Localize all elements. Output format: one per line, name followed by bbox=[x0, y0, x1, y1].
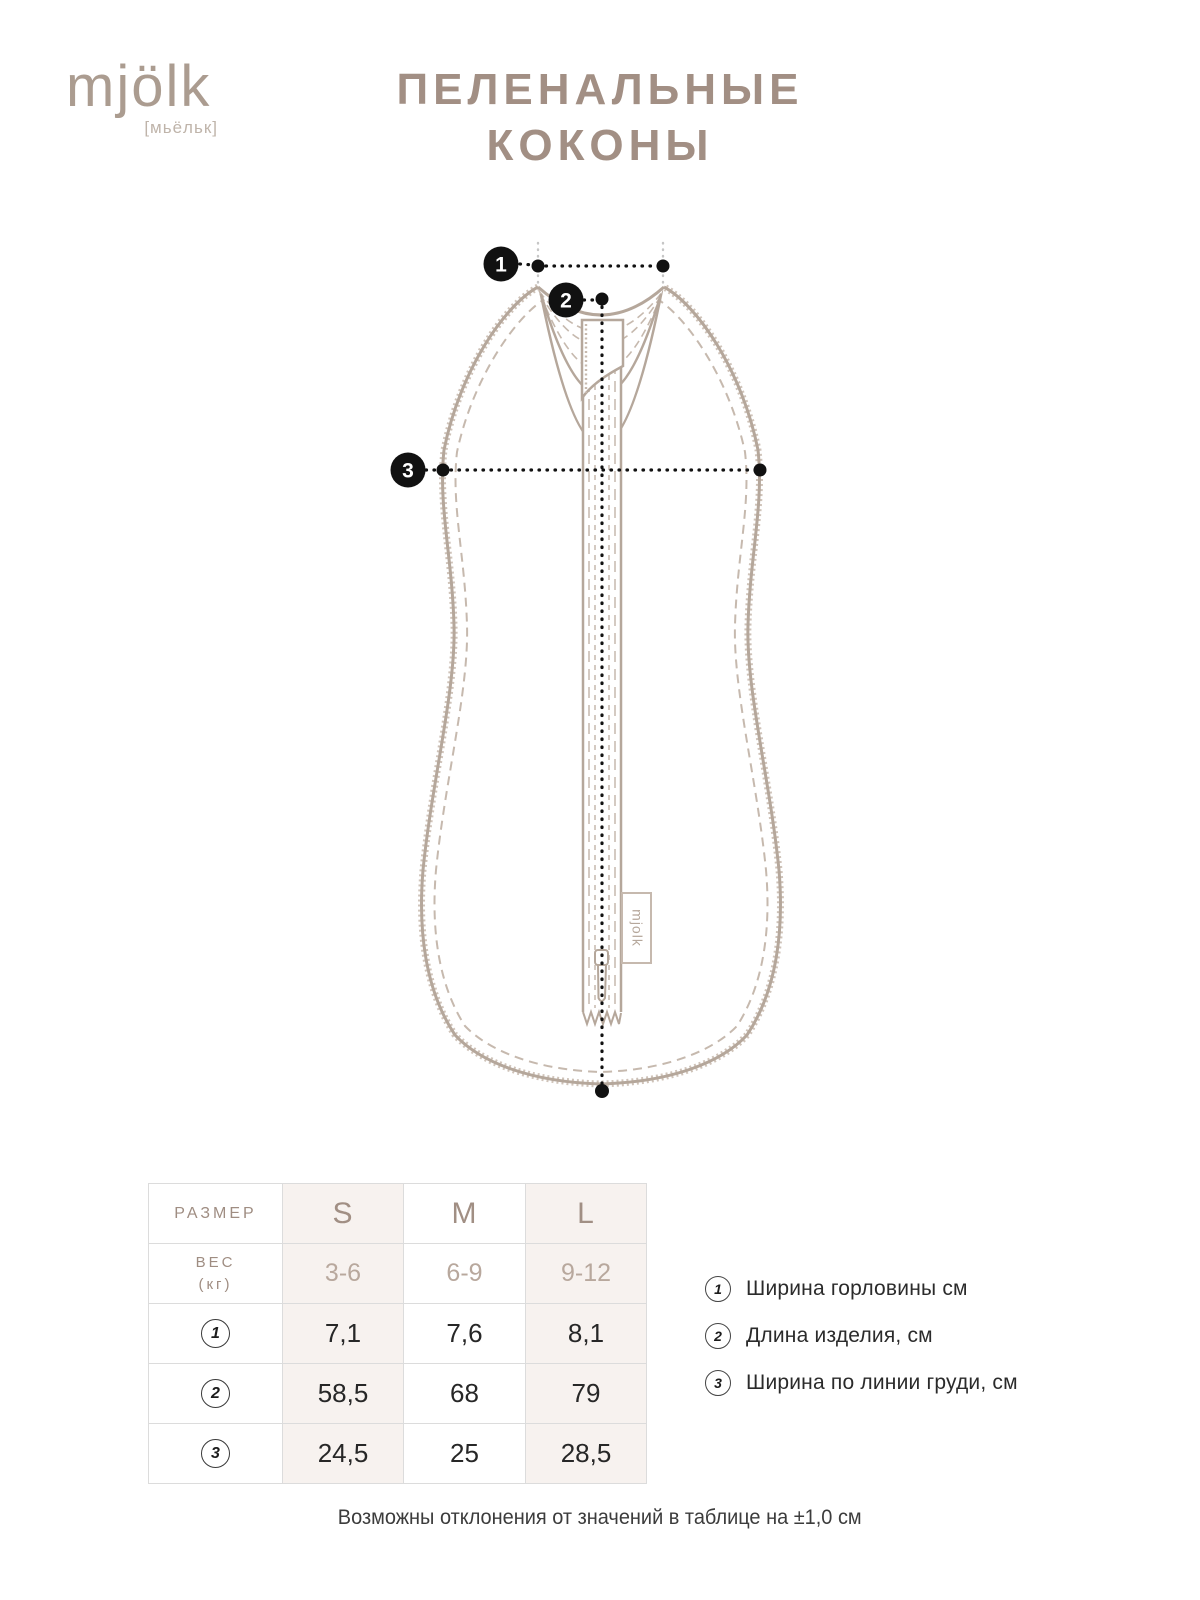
footer bbox=[0, 1506, 1200, 1530]
brand-logo-text: mjölk bbox=[66, 54, 212, 119]
row-2-l: 79 bbox=[571, 1378, 601, 1408]
dim-dot-3-left bbox=[437, 464, 450, 477]
legend-text-2: Длина изделия, см bbox=[746, 1324, 933, 1347]
legend-text-3: Ширина по линии груди, см bbox=[746, 1371, 1018, 1394]
weight-label: ВЕС (кг) bbox=[195, 1253, 236, 1293]
row-3-marker: 3 bbox=[201, 1439, 230, 1468]
legend-marker-2: 2 bbox=[705, 1323, 731, 1349]
row-1-s: 7,1 bbox=[324, 1318, 362, 1348]
row-1-l: 8,1 bbox=[567, 1318, 605, 1348]
size-label: РАЗМЕР bbox=[174, 1204, 257, 1222]
legend-item-3 bbox=[705, 1370, 1018, 1396]
row-3-l: 28,5 bbox=[560, 1438, 612, 1468]
table-row-2 bbox=[149, 1364, 647, 1424]
legend-marker-3: 3 bbox=[705, 1370, 731, 1396]
dim-dot-1-right bbox=[657, 260, 670, 273]
brand-logo-subtext: [мьёльк] bbox=[144, 118, 218, 137]
row-3-m: 25 bbox=[450, 1438, 479, 1468]
legend-text-1: Ширина горловины см bbox=[746, 1277, 968, 1300]
marker-1-number: 1 bbox=[495, 253, 507, 277]
table-row-1 bbox=[149, 1304, 647, 1364]
marker-3-number: 3 bbox=[402, 459, 414, 483]
weight-s: 3-6 bbox=[324, 1259, 362, 1287]
row-3-s: 24,5 bbox=[317, 1438, 369, 1468]
size-table bbox=[148, 1183, 647, 1484]
row-2-marker: 2 bbox=[201, 1379, 230, 1408]
size-l: L bbox=[577, 1196, 595, 1230]
row-2-m: 68 bbox=[450, 1378, 479, 1408]
dim-dot-1-left bbox=[532, 260, 545, 273]
legend-marker-1: 1 bbox=[705, 1276, 731, 1302]
row-1-m: 7,6 bbox=[446, 1318, 483, 1348]
dim-dot-2-bottom bbox=[595, 1084, 609, 1098]
page-title-line1: ПЕЛЕНАЛЬНЫЕ bbox=[396, 65, 804, 114]
deviation-note: Возможны отклонения от значений в таблице на ±1,0 см bbox=[338, 1506, 862, 1529]
row-1-marker: 1 bbox=[201, 1319, 230, 1348]
brand-tag-label: mjolk bbox=[629, 909, 646, 947]
weight-m: 6-9 bbox=[446, 1259, 483, 1287]
brand-tag bbox=[622, 893, 651, 963]
table-row-3 bbox=[149, 1424, 647, 1484]
legend-item-1 bbox=[705, 1276, 1018, 1302]
page-title-line2: КОКОНЫ bbox=[486, 121, 714, 171]
table-weight-row bbox=[149, 1244, 647, 1304]
weight-l: 9-12 bbox=[560, 1259, 612, 1287]
dim-dot-3-right bbox=[754, 464, 767, 477]
size-m: M bbox=[451, 1196, 478, 1230]
row-2-s: 58,5 bbox=[317, 1378, 369, 1408]
legend-item-2 bbox=[705, 1323, 1018, 1349]
marker-2-number: 2 bbox=[560, 289, 572, 313]
size-s: S bbox=[332, 1196, 354, 1230]
table-header-row bbox=[149, 1184, 647, 1244]
legend bbox=[705, 1276, 1018, 1417]
